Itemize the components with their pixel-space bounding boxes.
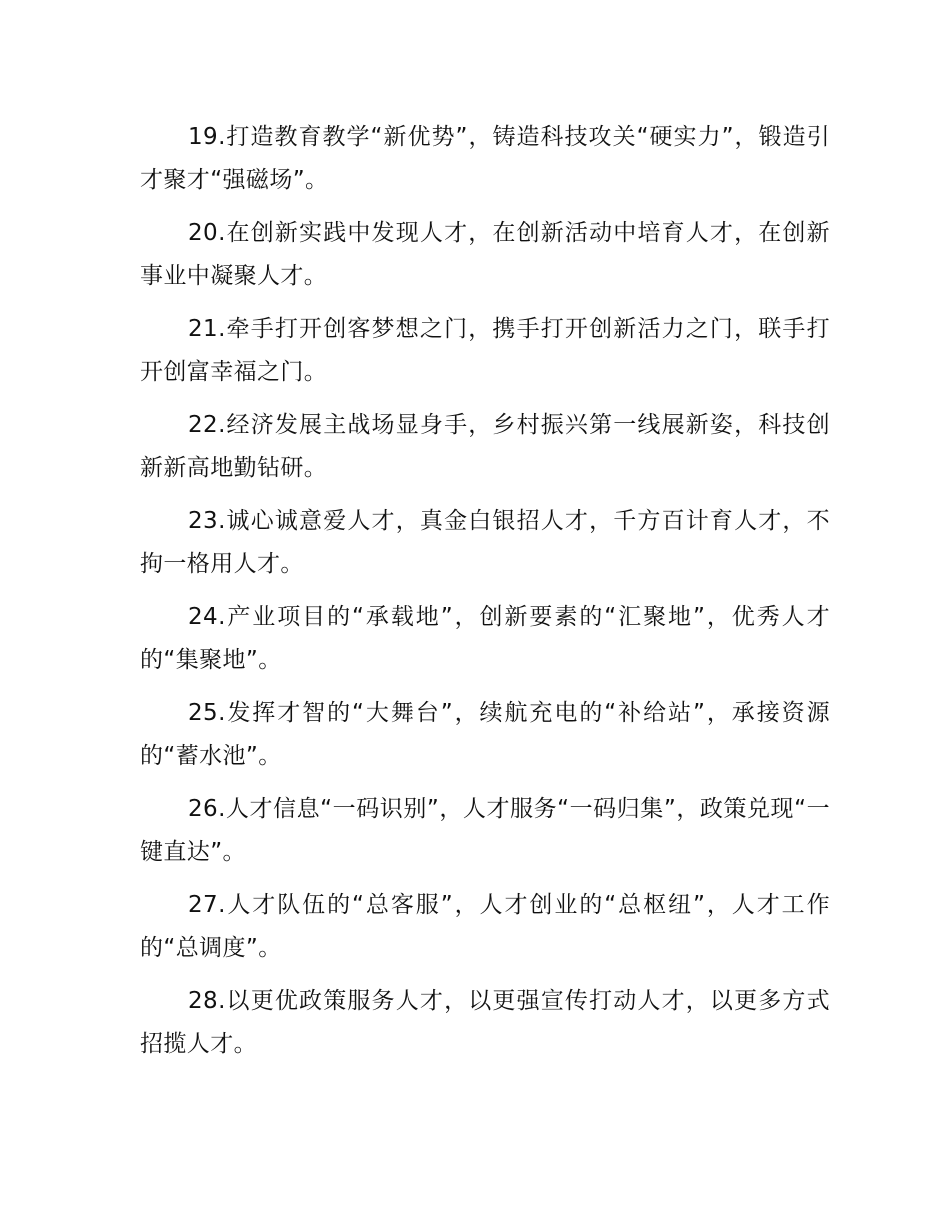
- paragraph-24: 24.产业项目的“承载地”，创新要素的“汇聚地”，优秀人才的“集聚地”。: [140, 604, 830, 673]
- paragraph-28: 28.以更优政策服务人才，以更强宣传打动人才，以更多方式招揽人才。: [140, 988, 830, 1057]
- paragraph-26: 26.人才信息“一码识别”，人才服务“一码归集”，政策兑现“一键直达”。: [140, 796, 830, 865]
- paragraph-23: 23.诚心诚意爱人才，真金白银招人才，千方百计育人才，不拘一格用人才。: [140, 508, 830, 577]
- paragraph-20: 20.在创新实践中发现人才，在创新活动中培育人才，在创新事业中凝聚人才。: [140, 220, 830, 289]
- paragraph-19: 19.打造教育教学“新优势”，铸造科技攻关“硬实力”，锻造引才聚才“强磁场”。: [140, 124, 830, 193]
- paragraph-21: 21.牵手打开创客梦想之门，携手打开创新活力之门，联手打开创富幸福之门。: [140, 316, 830, 385]
- paragraph-25: 25.发挥才智的“大舞台”，续航充电的“补给站”，承接资源的“蓄水池”。: [140, 700, 830, 769]
- paragraph-27: 27.人才队伍的“总客服”，人才创业的“总枢纽”，人才工作的“总调度”。: [140, 892, 830, 961]
- document-body: [140, 116, 830, 1076]
- paragraph-22: 22.经济发展主战场显身手，乡村振兴第一线展新姿，科技创新新高地勤钻研。: [140, 412, 830, 481]
